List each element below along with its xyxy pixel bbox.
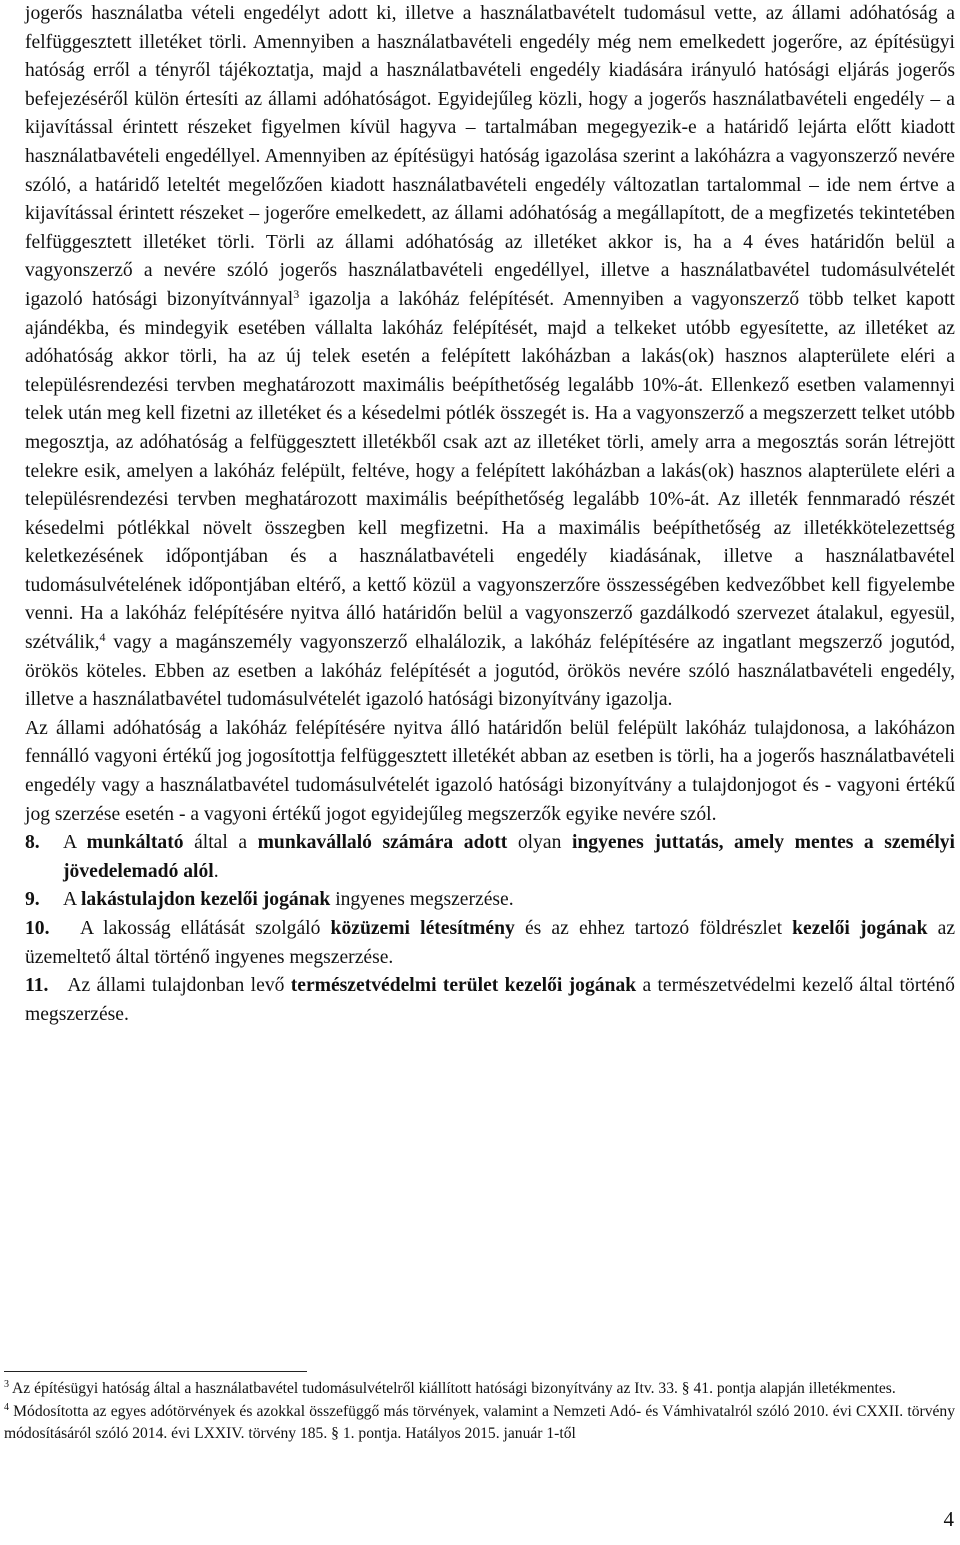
text-run: A xyxy=(63,832,87,854)
text-run: és az ehhez tartozó földrészlet xyxy=(514,918,793,939)
text-run: az üzemeltető által történő ingyenes megszerzése. xyxy=(25,918,956,968)
footnote-ref-3[interactable]: 3 xyxy=(293,286,300,301)
list-item-content xyxy=(63,829,955,886)
paragraph-main-text-2: igazolja a lakóház felépítését. Amennyiben a vagyonszerző több telket kapott ajándékba, és mindegyik esetében vállalta lakóház felépítését, majd a telkeket utóbb egyesítette, az illetéket az adóhatóság akkor törli, ha az új telek esetén a felépített lakóházban a lakás(ok) hasznos alapterülete eléri a településrendezési tervben meghatározott maximális beépíthetőség legalább 10%-át. Ellenkező esetben valamennyi telek után meg kell fizetni az illetéket és a késedelmi pótlék összegét is. Ha a vagyonszerző a megszerzett telket utóbb megosztja, az adóhatóság a felfüggesztett illetékből csak azt az illetéket törli, amely arra a megosztás során létrejött telekre esik, amelyen a lakóház felépült, feltéve, hogy a felépített lakóházban a lakás(ok) hasznos alapterülete eléri a településrendezési tervben meghatározott maximális beépíthetőség legalább 10%-át. Az illeték fennmaradó részét késedelmi pótlékkal növelt összegben kell megfizetni. Ha a maximális beépíthetőség az illetékkötelezettség keletkezésének időpontjában és a használatbavételi engedély kiadásának, illetve a használatbavétel tudomásulvételének időpontjában eltérő, a kettő közül a vagyonszerzőre összességében kedvezőbbet kell figyelembe venni. Ha a lakóház felépítésére nyitva álló határidőn belül a vagyonszerző gazdálkodó szervezet átalakul, egyesül, szétválik, xyxy=(25,288,955,654)
list-item-number: 10. xyxy=(25,918,50,939)
page-number: 4 xyxy=(943,1507,954,1531)
text-run: Az állami tulajdonban levő xyxy=(67,975,291,997)
list-item-8 xyxy=(25,829,955,886)
footnote-text: Az építésügyi hatóság által a használatbavétel tudomásulvételről kiállított hatósági bizonyítvány az Itv. 33. § 41. pontja alapján illetékmentes. xyxy=(9,1380,896,1397)
body-text xyxy=(25,0,955,1029)
footnote-separator xyxy=(4,1371,307,1372)
list-item-9 xyxy=(25,886,955,915)
list-item-gap xyxy=(50,918,80,939)
list-item-number: 11. xyxy=(25,975,49,997)
bold-run: munkáltató xyxy=(86,832,184,854)
bold-run: kezelői jogának xyxy=(792,918,928,939)
list-item-number: 9. xyxy=(25,889,40,911)
paragraph-main-text-3: vagy a magánszemély vagyonszerző elhalálozik, a lakóház felépítésére az ingatlant megszerző jogutód, örökös köteles. Ebben az esetben a lakóház felépítését a jogutód, örökös nevére szóló használatbavételi engedély, illetve a használatbavétel tudomásulvételét igazoló hatósági bizonyítvány igazolja. xyxy=(25,632,955,711)
bold-run: munkavállaló számára adott xyxy=(257,832,508,854)
paragraph-main-text-1: jogerős használatba vételi engedélyt adott ki, illetve a használatbavételt tudomásul vette, az állami adóhatóság a felfüggesztett illetéket törli. Amennyiben a használatbavételi engedély még nem emelkedett jogerőre, az építésügyi hatóság erről a tényről tájékoztatja, majd a használatbavételi engedély kiadására irányuló hatósági eljárás jogerős befejezéséről külön értesíti az állami adóhatóságot. Egyidejűleg közli, hogy a jogerős használatbavételi engedély – a kijavítással érintett részeket figyelmen kívül hagyva – tartalmában megegyezik-e a határidő lejárta előtt kiadott használatbavételi engedéllyel. Amennyiben az építésügyi hatóság igazolása szerint a lakóházra a vagyonszerző nevére szóló, a határidő leteltét megelőzően kiadott használatbavételi engedély változatlan tartalommal – ide nem értve a kijavítással érintett részeket – jogerőre emelkedett, az állami adóhatóság a megállapított, de a megfizetés tekintetében felfüggesztett illetéket törli. Törli az állami adóhatóság az illetéket akkor is, ha a 4 éves határidőn belül a vagyonszerző a nevére szóló jogerős használatbavételi engedéllyel, illetve a használatbavétel tudomásulvételét igazoló hatósági bizonyítvánnyal xyxy=(25,3,955,310)
list-item-number: 8. xyxy=(25,832,40,854)
list-item-10 xyxy=(25,915,955,972)
footnote-mark: 4 xyxy=(4,1401,9,1413)
bold-run: lakástulajdon kezelői jogának xyxy=(80,889,331,911)
footnote-mark: 3 xyxy=(4,1379,9,1390)
paragraph-main xyxy=(25,0,955,715)
text-run: A xyxy=(63,889,81,911)
footnote-3 xyxy=(4,1378,955,1401)
text-run: A lakosság ellátását szolgáló xyxy=(79,918,331,939)
bold-run: természetvédelmi terület kezelői jogának xyxy=(290,975,637,997)
footnote-ref-4[interactable]: 4 xyxy=(99,630,106,645)
list-item-content xyxy=(63,886,955,915)
text-run: a természetvédelmi kezelő által történő megszerzése. xyxy=(25,975,955,1025)
list-item-11 xyxy=(25,972,955,1029)
paragraph-second: Az állami adóhatóság a lakóház felépítésére nyitva álló határidőn belül felépült lakóház tulajdonosa, a lakóházon fennálló vagyoni értékű jog jogosítottja felfüggesztett illetékét abban az esetben is törli, ha a jogerős használatbavételi engedély vagy a használatbavétel tudomásulvételét igazoló hatósági bizonyítvány a tulajdonjogot és - vagyoni értékű jog szerzése esetén - a vagyoni értékű jogot egyidejűleg megszerzők egyike nevére szól. xyxy=(25,717,955,825)
text-run: olyan xyxy=(507,832,572,854)
list-item-gap xyxy=(48,975,67,996)
footnote-text: Módosította az egyes adótörvények és azokkal összefüggő más törvények, valamint a Nemzeti Adó- és Vámhivatalról szóló 2010. évi CXXII. törvény módosításáról szóló 2014. évi LXXIV. törvény 185. § 1. pontja. Hatályos 2015. január 1-től xyxy=(4,1402,955,1442)
footnotes xyxy=(4,1378,955,1446)
text-run: ingyenes megszerzése. xyxy=(330,889,514,911)
bold-run: ingyenes juttatás, amely mentes a személyi jövedelemadó alól xyxy=(63,832,956,882)
bold-run: közüzemi létesítmény xyxy=(330,918,515,939)
text-run: . xyxy=(213,860,219,882)
footnote-4 xyxy=(4,1401,955,1446)
text-run: által a xyxy=(183,832,258,854)
